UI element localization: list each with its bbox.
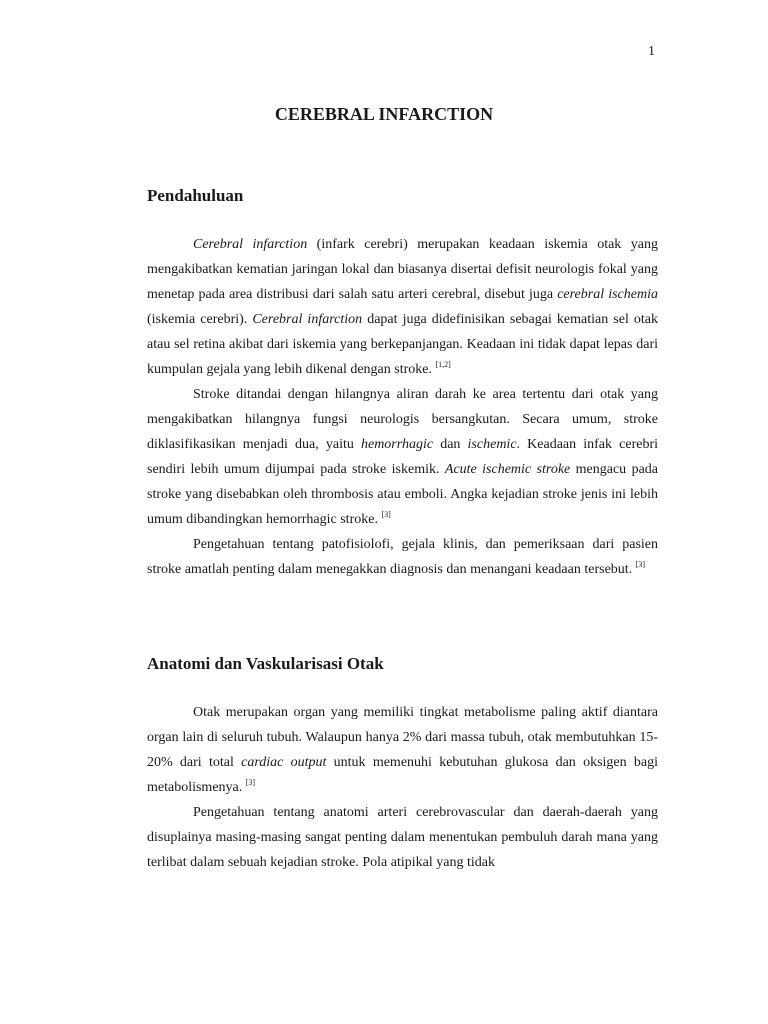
text-run: (infark cerebri) merupakan keadaan iskemia otak yang mengakibatkan kematian jaringan lokal dan biasanya disertai defisit neurologis fokal yang menetap pada area distribusi dari salah satu arteri cerebral, disebut juga: [147, 237, 658, 302]
text-run: Stroke ditandai dengan hilangnya aliran darah ke area tertentu dari otak yang mengakibatkan hilangnya fungsi neurologis bersangkutan. Secara umum, stroke diklasifikasikan menjadi dua, yaitu: [147, 387, 658, 452]
text-run: dapat juga didefinisikan sebagai kematian sel otak atau sel retina akibat dari iskemia yang berkepanjangan. Keadaan ini tidak dapat lepas dari kumpulan gejala yang lebih dikenal dengan stroke.: [147, 312, 658, 377]
paragraph: [147, 232, 658, 382]
text-run: mengacu pada stroke yang disebabkan oleh thrombosis atau emboli. Angka kejadian stroke jenis ini lebih umum dibandingkan hemorrhagic stroke.: [147, 462, 659, 527]
text-run: Pengetahuan tentang patofisiolofi, gejala klinis, dan pemeriksaan dari pasien stroke amatlah penting dalam menegakkan diagnosis dan menangani keadaan tersebut.: [147, 537, 658, 577]
citation-ref: [3]: [635, 560, 645, 569]
citation-ref: [3]: [245, 778, 256, 787]
section-heading-anatomi: Anatomi dan Vaskularisasi Otak: [147, 654, 384, 673]
italic-term: Cerebral infarction: [193, 237, 308, 252]
italic-term: Cerebral infarction: [252, 312, 363, 327]
text-run: . Keadaan infak cerebri sendiri lebih umum dijumpai pada stroke iskemik.: [147, 437, 659, 477]
section-body-anatomi: [147, 700, 658, 875]
italic-term: ischemic: [467, 437, 517, 452]
section-heading-pendahuluan: Pendahuluan: [147, 186, 244, 205]
paragraph: [147, 382, 658, 532]
text-run: Pengetahuan tentang anatomi arteri cerebrovascular dan daerah-daerah yang disuplainya masing-masing sangat penting dalam menentukan pembuluh darah mana yang terlibat dalam sebuah kejadian stroke. Pola atipikal yang tidak: [147, 805, 658, 870]
text-run: (iskemia cerebri).: [147, 312, 253, 327]
text-run: untuk memenuhi kebutuhan glukosa dan oksigen bagi metabolismenya.: [147, 755, 658, 795]
citation-ref: [3]: [381, 510, 391, 519]
italic-term: cerebral ischemia: [557, 287, 658, 302]
italic-term: Acute ischemic stroke: [444, 462, 571, 477]
document-title: CEREBRAL INFARCTION: [274, 104, 494, 124]
text-run: dan: [433, 437, 468, 452]
paragraph: [147, 700, 658, 800]
italic-term: hemorrhagic: [360, 437, 434, 452]
paragraph: [147, 532, 658, 582]
paragraph: [147, 800, 658, 875]
text-run: Otak merupakan organ yang memiliki tingkat metabolisme paling aktif diantara organ lain di seluruh tubuh. Walaupun hanya 2% dari massa tubuh, otak membutuhkan 15-20% dari total: [147, 705, 658, 770]
section-body-pendahuluan: [147, 232, 658, 582]
page-number: 1: [648, 44, 655, 59]
italic-term: cardiac output: [241, 755, 327, 770]
citation-ref: [1,2]: [435, 360, 451, 369]
